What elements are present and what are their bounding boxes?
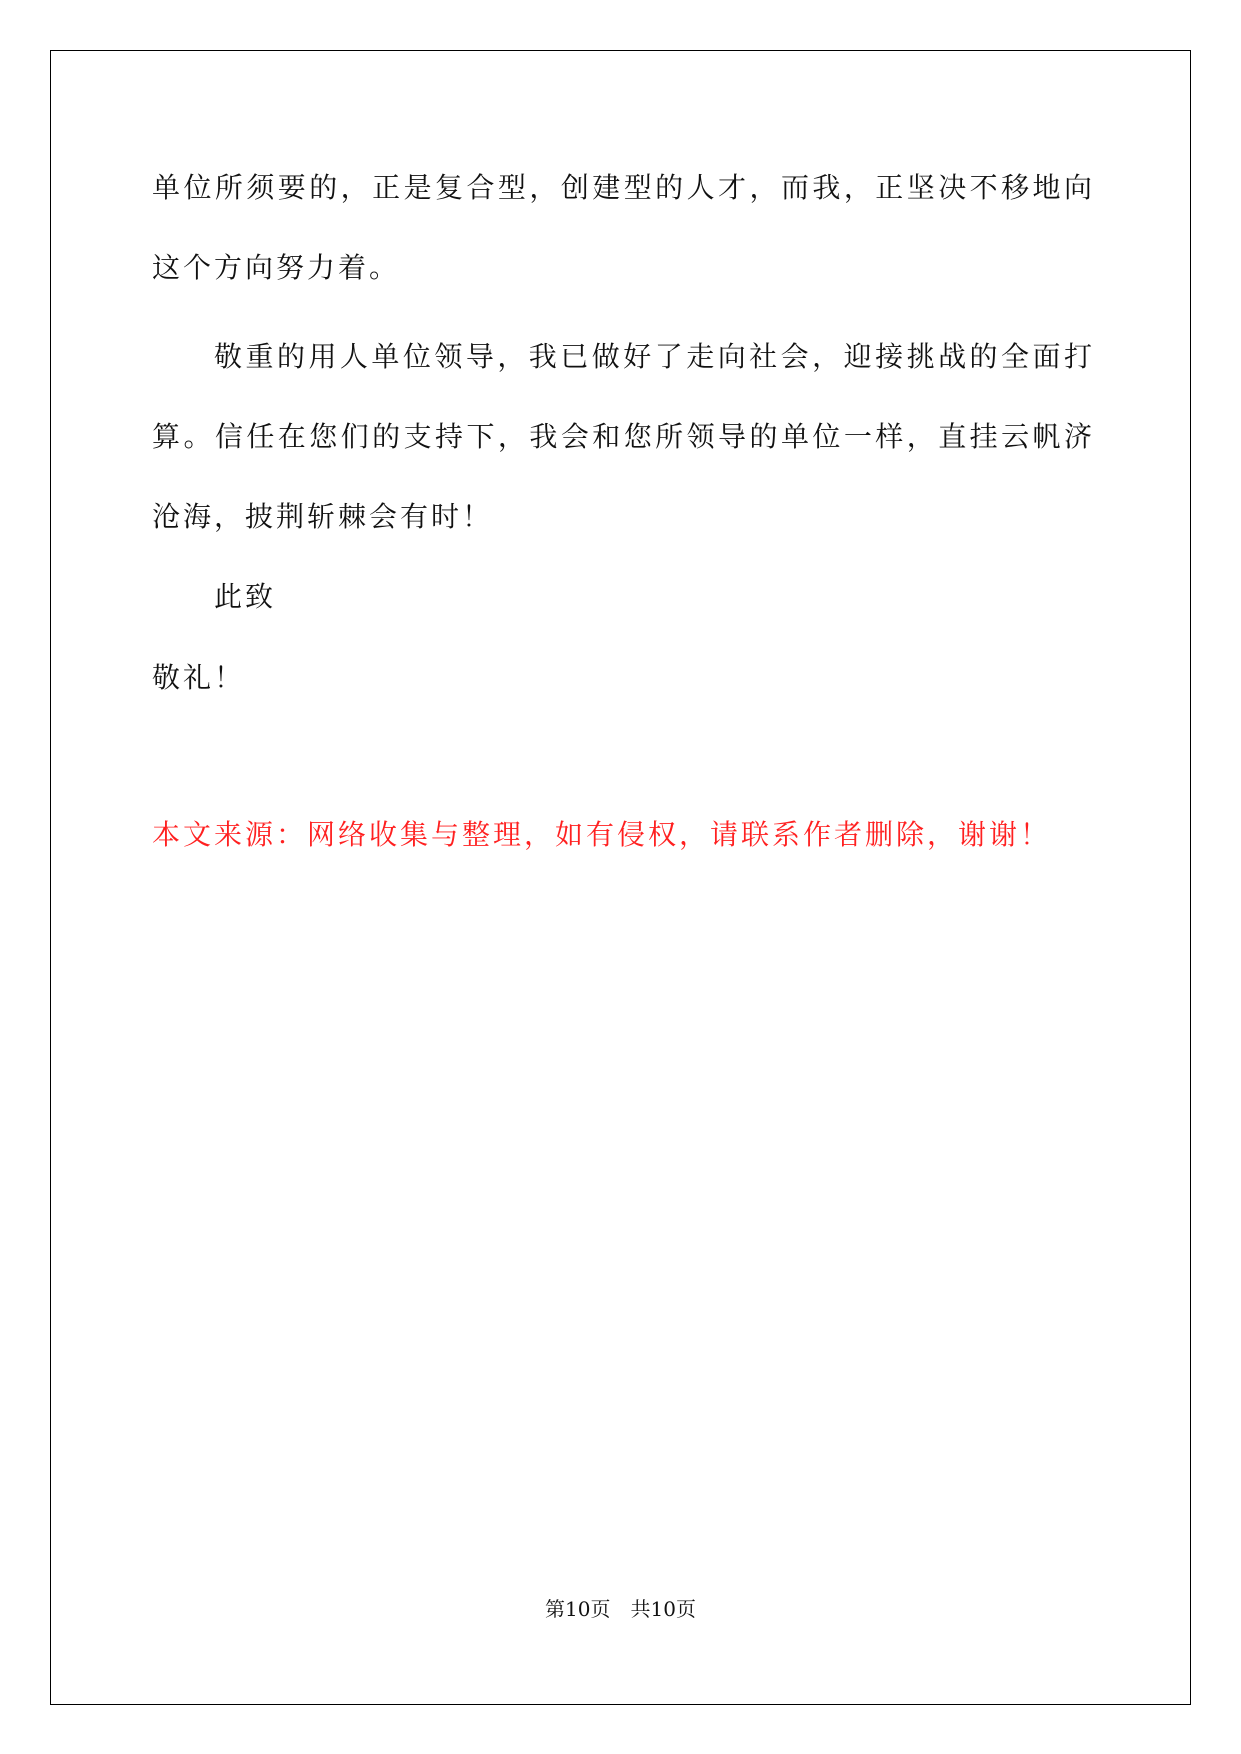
body-line-2: 这个方向努力着。 xyxy=(152,251,401,284)
body-line-1: 单位所须要的，正是复合型，创建型的人才，而我，正坚决不移地向 xyxy=(152,171,1092,204)
closing-salutation: 此致 xyxy=(214,580,277,613)
page-number-total: 共10页 xyxy=(630,1597,696,1621)
page-number-current: 第10页 xyxy=(545,1597,611,1621)
page-footer xyxy=(0,1594,1241,1624)
body-line-4: 算。信任在您们的支持下，我会和您所领导的单位一样，直挂云帆济 xyxy=(152,420,1092,453)
page-border xyxy=(50,50,1191,1705)
source-note: 本文来源：网络收集与整理，如有侵权，请联系作者删除，谢谢！ xyxy=(152,818,1052,851)
body-line-5: 沧海，披荆斩棘会有时！ xyxy=(152,500,494,533)
body-line-3: 敬重的用人单位领导，我已做好了走向社会，迎接挑战的全面打 xyxy=(214,340,1092,373)
closing-regards: 敬礼！ xyxy=(152,661,246,694)
